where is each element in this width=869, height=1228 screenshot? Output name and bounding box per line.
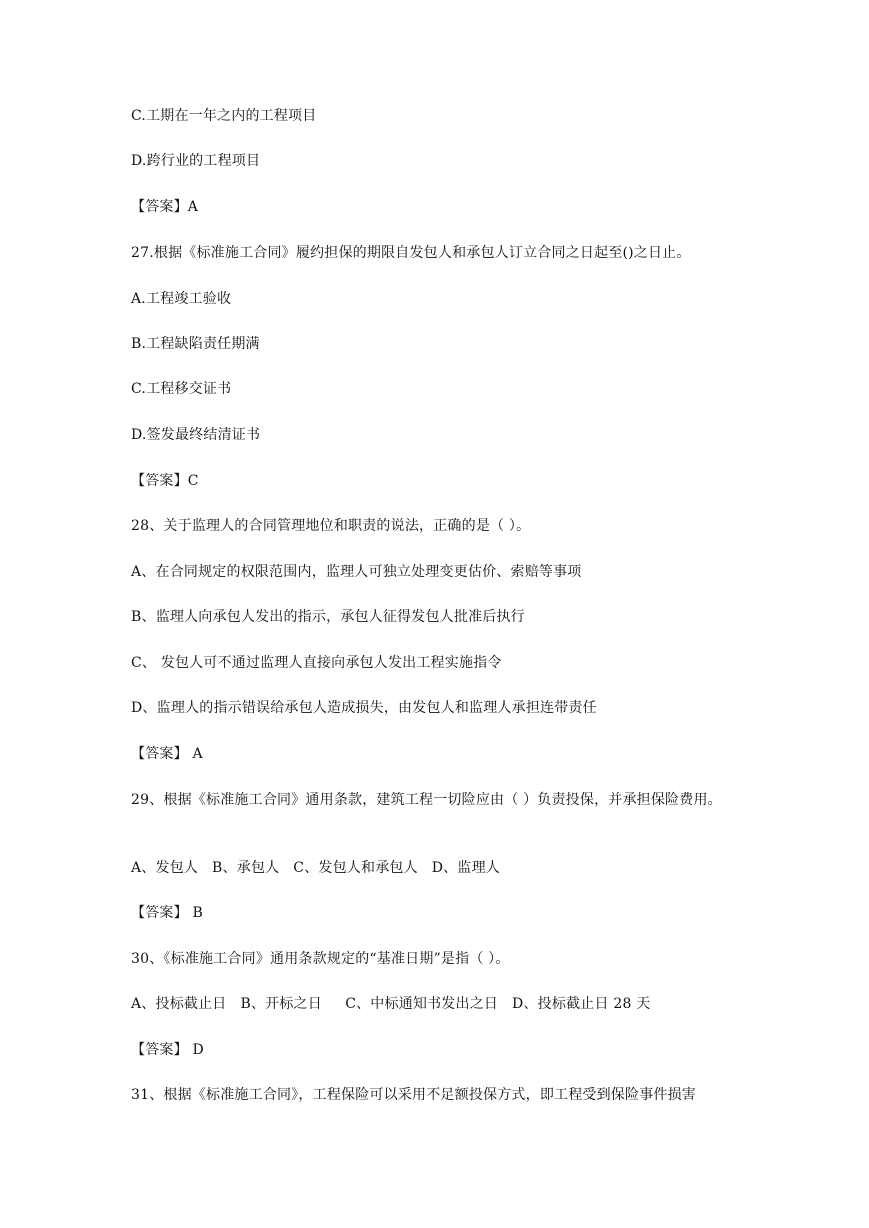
question-31: 31、根据《标准施工合同》，工程保险可以采用不足额投保方式，即工程受到保险事件损害 bbox=[131, 1087, 697, 1103]
answer-q27: 【答案】C bbox=[131, 473, 199, 489]
option-d-q28: D、监理人的指示错误给承包人造成损失，由发包人和监理人承担连带责任 bbox=[131, 700, 597, 716]
option-d-q26: D.跨行业的工程项目 bbox=[131, 153, 261, 169]
question-29: 29、根据《标准施工合同》通用条款，建筑工程一切险应由（ ）负责投保，并承担保险费用。 bbox=[131, 792, 722, 808]
question-27: 27.根据《标准施工合同》履约担保的期限自发包人和承包人订立合同之日起至()之日止。 bbox=[131, 245, 691, 261]
answer-q30: 【答案】 D bbox=[131, 1042, 204, 1058]
answer-q28: 【答案】 A bbox=[131, 746, 203, 762]
option-b-q27: B.工程缺陷责任期满 bbox=[131, 336, 260, 352]
question-28: 28、关于监理人的合同管理地位和职责的说法，正确的是（ ）。 bbox=[131, 518, 531, 534]
options-q30: A、投标截止日 B、开标之日 C、中标通知书发出之日 D、投标截止日 28 天 bbox=[131, 996, 651, 1012]
option-b-q28: B、监理人向承包人发出的指示，承包人征得发包人批准后执行 bbox=[131, 609, 525, 625]
question-30: 30、《标准施工合同》通用条款规定的“基准日期”是指（ ）。 bbox=[131, 951, 510, 967]
answer-q29: 【答案】 B bbox=[131, 905, 203, 921]
option-c-q28: C、 发包人可不通过监理人直接向承包人发出工程实施指令 bbox=[131, 655, 502, 671]
option-d-q27: D.签发最终结清证书 bbox=[131, 427, 261, 443]
answer-q26: 【答案】A bbox=[131, 199, 199, 215]
option-c-q27: C.工程移交证书 bbox=[131, 381, 232, 397]
options-q29: A、发包人 B、承包人 C、发包人和承包人 D、监理人 bbox=[131, 860, 500, 876]
option-a-q28: A、在合同规定的权限范围内，监理人可独立处理变更估价、索赔等事项 bbox=[131, 564, 582, 580]
option-a-q27: A.工程竣工验收 bbox=[131, 291, 232, 307]
option-c-q26: C.工期在一年之内的工程项目 bbox=[131, 108, 317, 124]
